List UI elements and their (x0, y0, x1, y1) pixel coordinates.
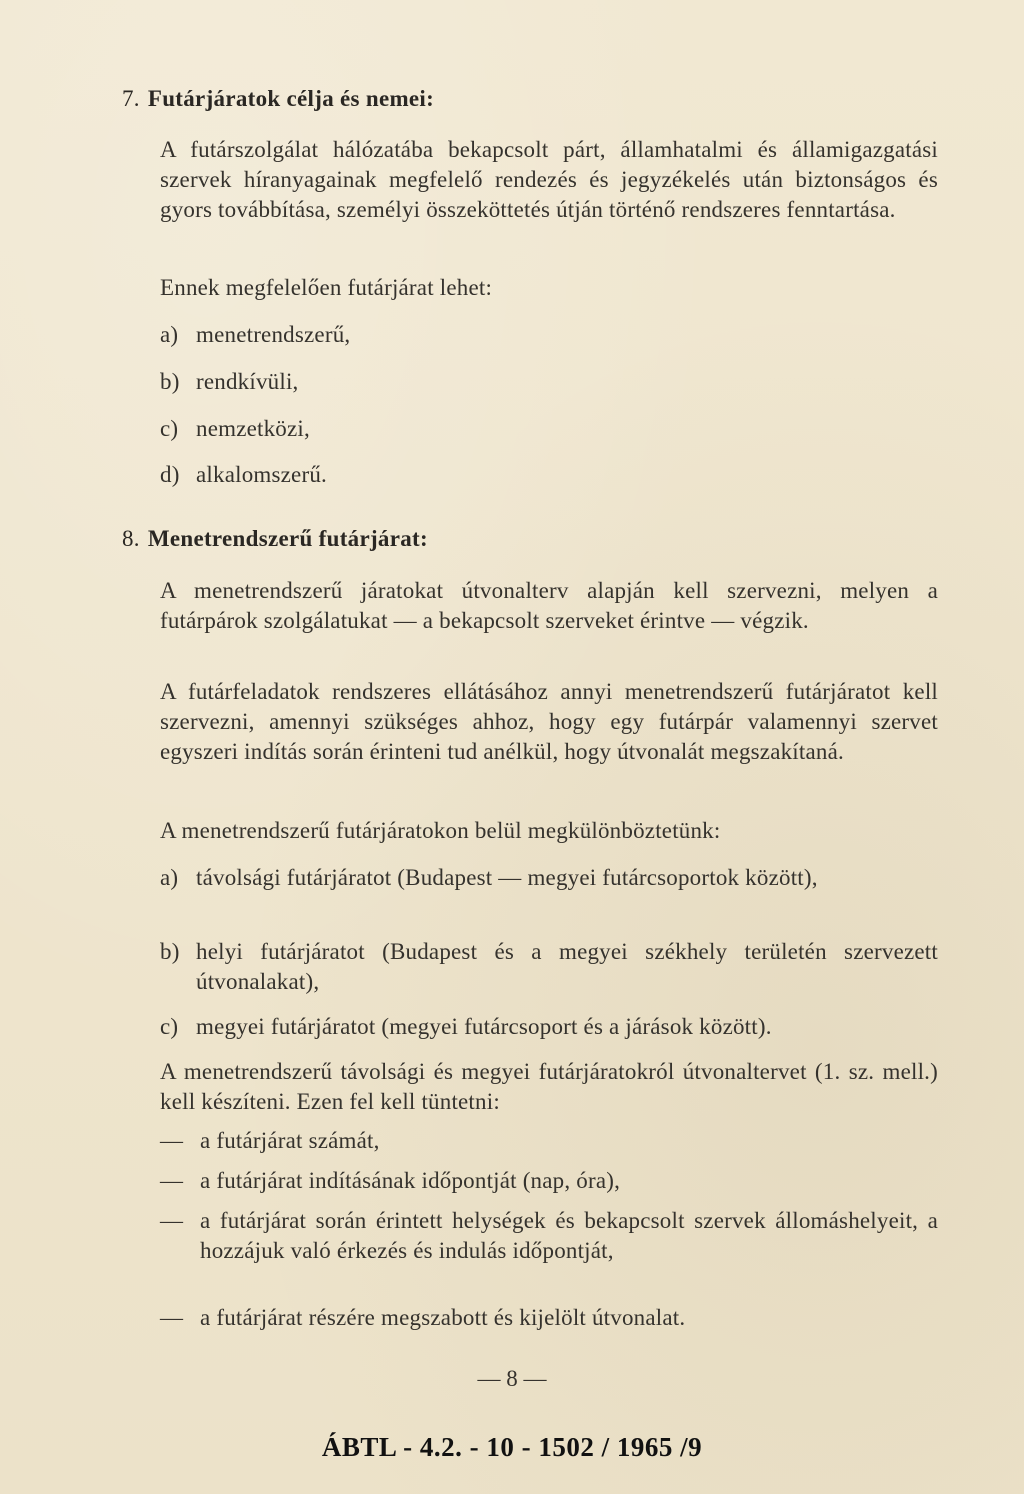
list-item-text: távolsági futárjáratot (Budapest — megyei futárcsoportok között), (196, 865, 818, 890)
list-item (160, 320, 938, 350)
list-item (160, 460, 938, 490)
section-8-paragraph-4: A menetrendszerű távolsági és megyei futárjáratokról útvonaltervet (1. sz. mell.) kell készíteni. Ezen fel kell tüntetni: (160, 1059, 938, 1114)
list-marker: b) (160, 369, 180, 394)
list-item-text: helyi futárjáratot (Budapest és a megyei székhely területén szervezett útvonalakat), (196, 939, 938, 994)
section-number: 7. (122, 86, 140, 111)
list-item-text: rendkívüli, (196, 369, 299, 394)
list-marker: c) (160, 416, 179, 441)
list-marker: b) (160, 939, 180, 964)
section-8-heading (122, 526, 428, 552)
section-number: 8. (122, 526, 140, 551)
list-marker: c) (160, 1014, 179, 1039)
list-item (160, 367, 938, 397)
list-item-text: menetrendszerű, (196, 322, 351, 347)
section-8-paragraph-3: A menetrendszerű futárjáratokon belül megkülönböztetünk: (160, 818, 721, 843)
dash-list-item (160, 1166, 938, 1196)
list-item-text: alkalomszerű. (196, 462, 327, 487)
dash-item-text: a futárjárat során érintett helységek és bekapcsolt szervek állomáshelyeit, a hozzájuk való érkezés és indulás időpontját, (200, 1208, 938, 1263)
list-marker: a) (160, 865, 179, 890)
list-item (160, 937, 938, 997)
list-item-text: nemzetközi, (196, 416, 310, 441)
list-marker: a) (160, 322, 179, 347)
dash-item-text: a futárjárat számát, (200, 1128, 380, 1153)
list-item (160, 863, 938, 893)
dash-list-item (160, 1303, 938, 1333)
section-title: Menetrendszerű futárjárat: (147, 526, 428, 551)
dash-item-text: a futárjárat indításának időpontját (nap, óra), (200, 1168, 621, 1193)
section-title: Futárjáratok célja és nemei: (147, 86, 435, 111)
dash-item-text: a futárjárat részére megszabott és kijelölt útvonalat. (200, 1305, 686, 1330)
dash-list-item (160, 1126, 938, 1156)
dash-marker: — (160, 1305, 184, 1330)
list-item-text: megyei futárjáratot (megyei futárcsoport és a járások között). (196, 1014, 772, 1039)
section-8-paragraph-2: A futárfeladatok rendszeres ellátásához annyi menetrendszerű futárjáratot kell szervezni, amennyi szükséges ahhoz, hogy egy futárpár valamennyi szervet egyszeri indítás során érinteni tud anélkül, hogy útvonalát megszakítaná. (160, 679, 938, 764)
list-item (160, 414, 938, 444)
page-number: — 8 — (477, 1366, 547, 1391)
section-8-paragraph-1: A menetrendszerű járatokat útvonalterv alapján kell szervezni, melyen a futárpárok szolgálatukat — a bekapcsolt szerveket érintve — végzik. (160, 578, 938, 633)
dash-marker: — (160, 1208, 184, 1233)
section-7-heading (122, 86, 434, 112)
section-7-paragraph-1: A futárszolgálat hálózatába bekapcsolt párt, államhatalmi és államigazgatási szervek híranyagainak megfelelő rendezés és jegyzékelés után biztonságos és gyors továbbítása, személyi összeköttetés útján történő rendszeres fenntartása. (160, 137, 938, 222)
dash-marker: — (160, 1168, 184, 1193)
dash-marker: — (160, 1128, 184, 1153)
archive-reference: ÁBTL - 4.2. - 10 - 1502 / 1965 /9 (321, 1432, 703, 1462)
list-marker: d) (160, 462, 180, 487)
list-item (160, 1012, 938, 1042)
section-7-paragraph-2: Ennek megfelelően futárjárat lehet: (160, 275, 493, 300)
dash-list-item (160, 1206, 938, 1266)
